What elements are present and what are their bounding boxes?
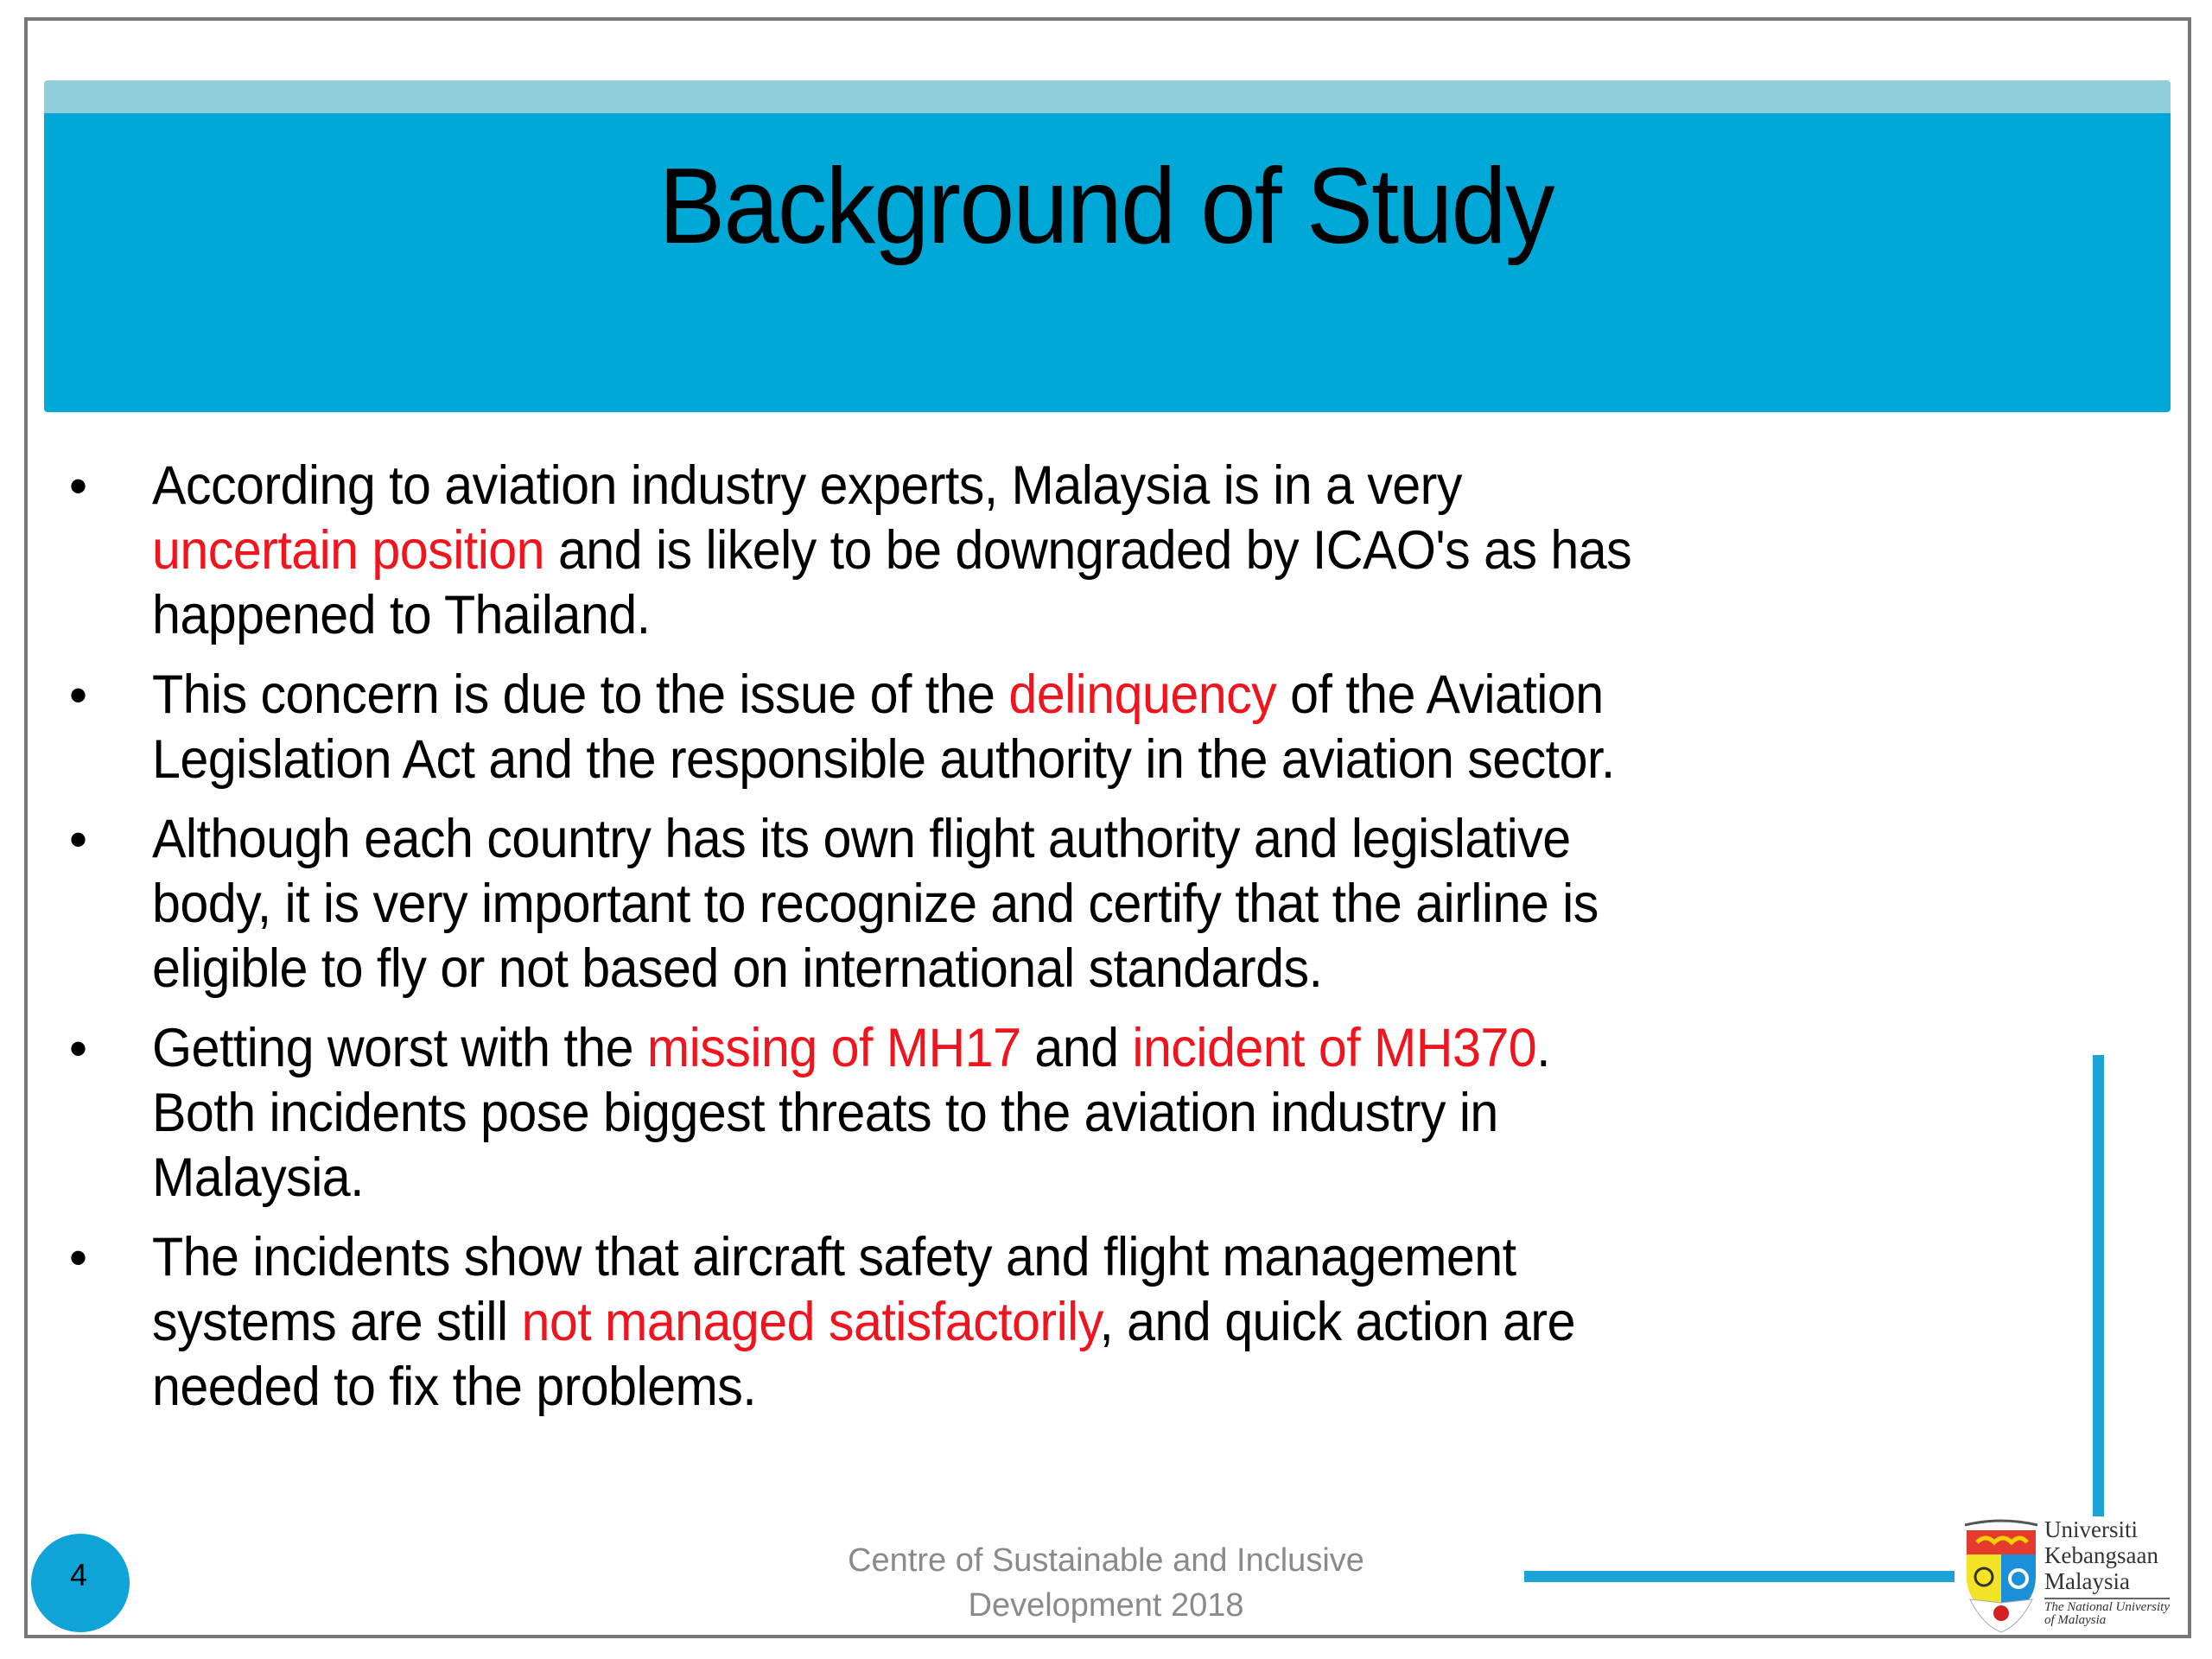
ukm-crest-icon — [1960, 1516, 2043, 1637]
body-text: of the Aviation — [1276, 664, 1604, 725]
bullet-line — [152, 937, 2088, 1001]
highlighted-text: not managed satisfactorily — [521, 1292, 1100, 1352]
bullet-dot-icon: • — [69, 1020, 88, 1077]
body-text: . — [1536, 1018, 1550, 1078]
body-text: , and quick action are — [1099, 1292, 1575, 1352]
body-text: Although each country has its own flight authority and legislative — [152, 809, 1571, 869]
bullet-item — [0, 1016, 2212, 1211]
bullet-dot-icon: • — [69, 1229, 88, 1287]
bullet-dot-icon: • — [69, 666, 88, 724]
logo-tagline-2: of Malaysia — [2044, 1613, 2107, 1627]
bullet-item — [0, 1225, 2212, 1420]
logo-line-1: Universiti — [2044, 1516, 2138, 1542]
highlighted-text: uncertain position — [152, 520, 545, 581]
logo-line-2: Kebangsaan — [2044, 1542, 2158, 1568]
bullet-line — [152, 807, 2088, 872]
body-text: The incidents show that aircraft safety and flight management — [152, 1227, 1516, 1287]
bullet-line — [152, 872, 2088, 937]
highlighted-text: missing of MH17 — [646, 1018, 1021, 1078]
bullet-list — [0, 454, 2212, 1434]
bullet-dot-icon: • — [69, 457, 88, 515]
bullet-line — [152, 663, 2088, 728]
body-text: and — [1020, 1018, 1133, 1078]
page-number-badge — [31, 1534, 130, 1632]
highlighted-text: delinquency — [1008, 664, 1277, 725]
bullet-item — [0, 807, 2212, 1001]
body-text: This concern is due to the issue of the — [152, 664, 1009, 725]
bullet-line — [152, 1016, 2088, 1081]
logo-line-3: Malaysia — [2044, 1568, 2130, 1594]
footer-line-2: Development 2018 — [968, 1587, 1244, 1624]
body-text: Both incidents pose biggest threats to the aviation industry in — [152, 1083, 1498, 1143]
body-text: eligible to fly or not based on international standards. — [152, 938, 1323, 999]
body-text: systems are still — [152, 1292, 522, 1352]
body-text: According to aviation industry experts, Malaysia is in a very — [152, 455, 1462, 516]
footer-text — [760, 1538, 1452, 1628]
bullet-item — [0, 663, 2212, 792]
bullet-line — [152, 1355, 2088, 1420]
body-text: Legislation Act and the responsible authority in the aviation sector. — [152, 729, 1615, 790]
slide-title: Background of Study — [658, 147, 1554, 266]
decorative-horizontal-line — [1524, 1571, 1955, 1582]
body-text: body, it is very important to recognize and certify that the airline is — [152, 874, 1599, 934]
decorative-vertical-line — [2093, 1055, 2104, 1516]
body-text: and is likely to be downgraded by ICAO's as has — [544, 520, 1632, 581]
bullet-line — [152, 1146, 2088, 1211]
body-text: Getting worst with the — [152, 1018, 647, 1078]
bullet-line — [152, 728, 2088, 792]
body-text: needed to fix the problems. — [152, 1357, 757, 1417]
bullet-line — [152, 454, 2088, 518]
page-number: 4 — [69, 1557, 88, 1592]
bullet-item — [0, 454, 2212, 648]
bullet-line — [152, 1225, 2088, 1290]
highlighted-text: incident of MH370 — [1132, 1018, 1537, 1078]
bullet-line — [152, 518, 2088, 583]
title-accent-bar — [44, 80, 2171, 115]
bullet-line — [152, 583, 2088, 648]
bullet-dot-icon: • — [69, 810, 88, 868]
ukm-logo — [1960, 1516, 2193, 1637]
body-text: Malaysia. — [152, 1147, 365, 1208]
bullet-line — [152, 1081, 2088, 1146]
bullet-line — [152, 1290, 2088, 1355]
body-text: happened to Thailand. — [152, 585, 651, 645]
logo-tagline-1: The National University — [2044, 1600, 2170, 1614]
footer-line-1: Centre of Sustainable and Inclusive — [848, 1542, 1364, 1579]
